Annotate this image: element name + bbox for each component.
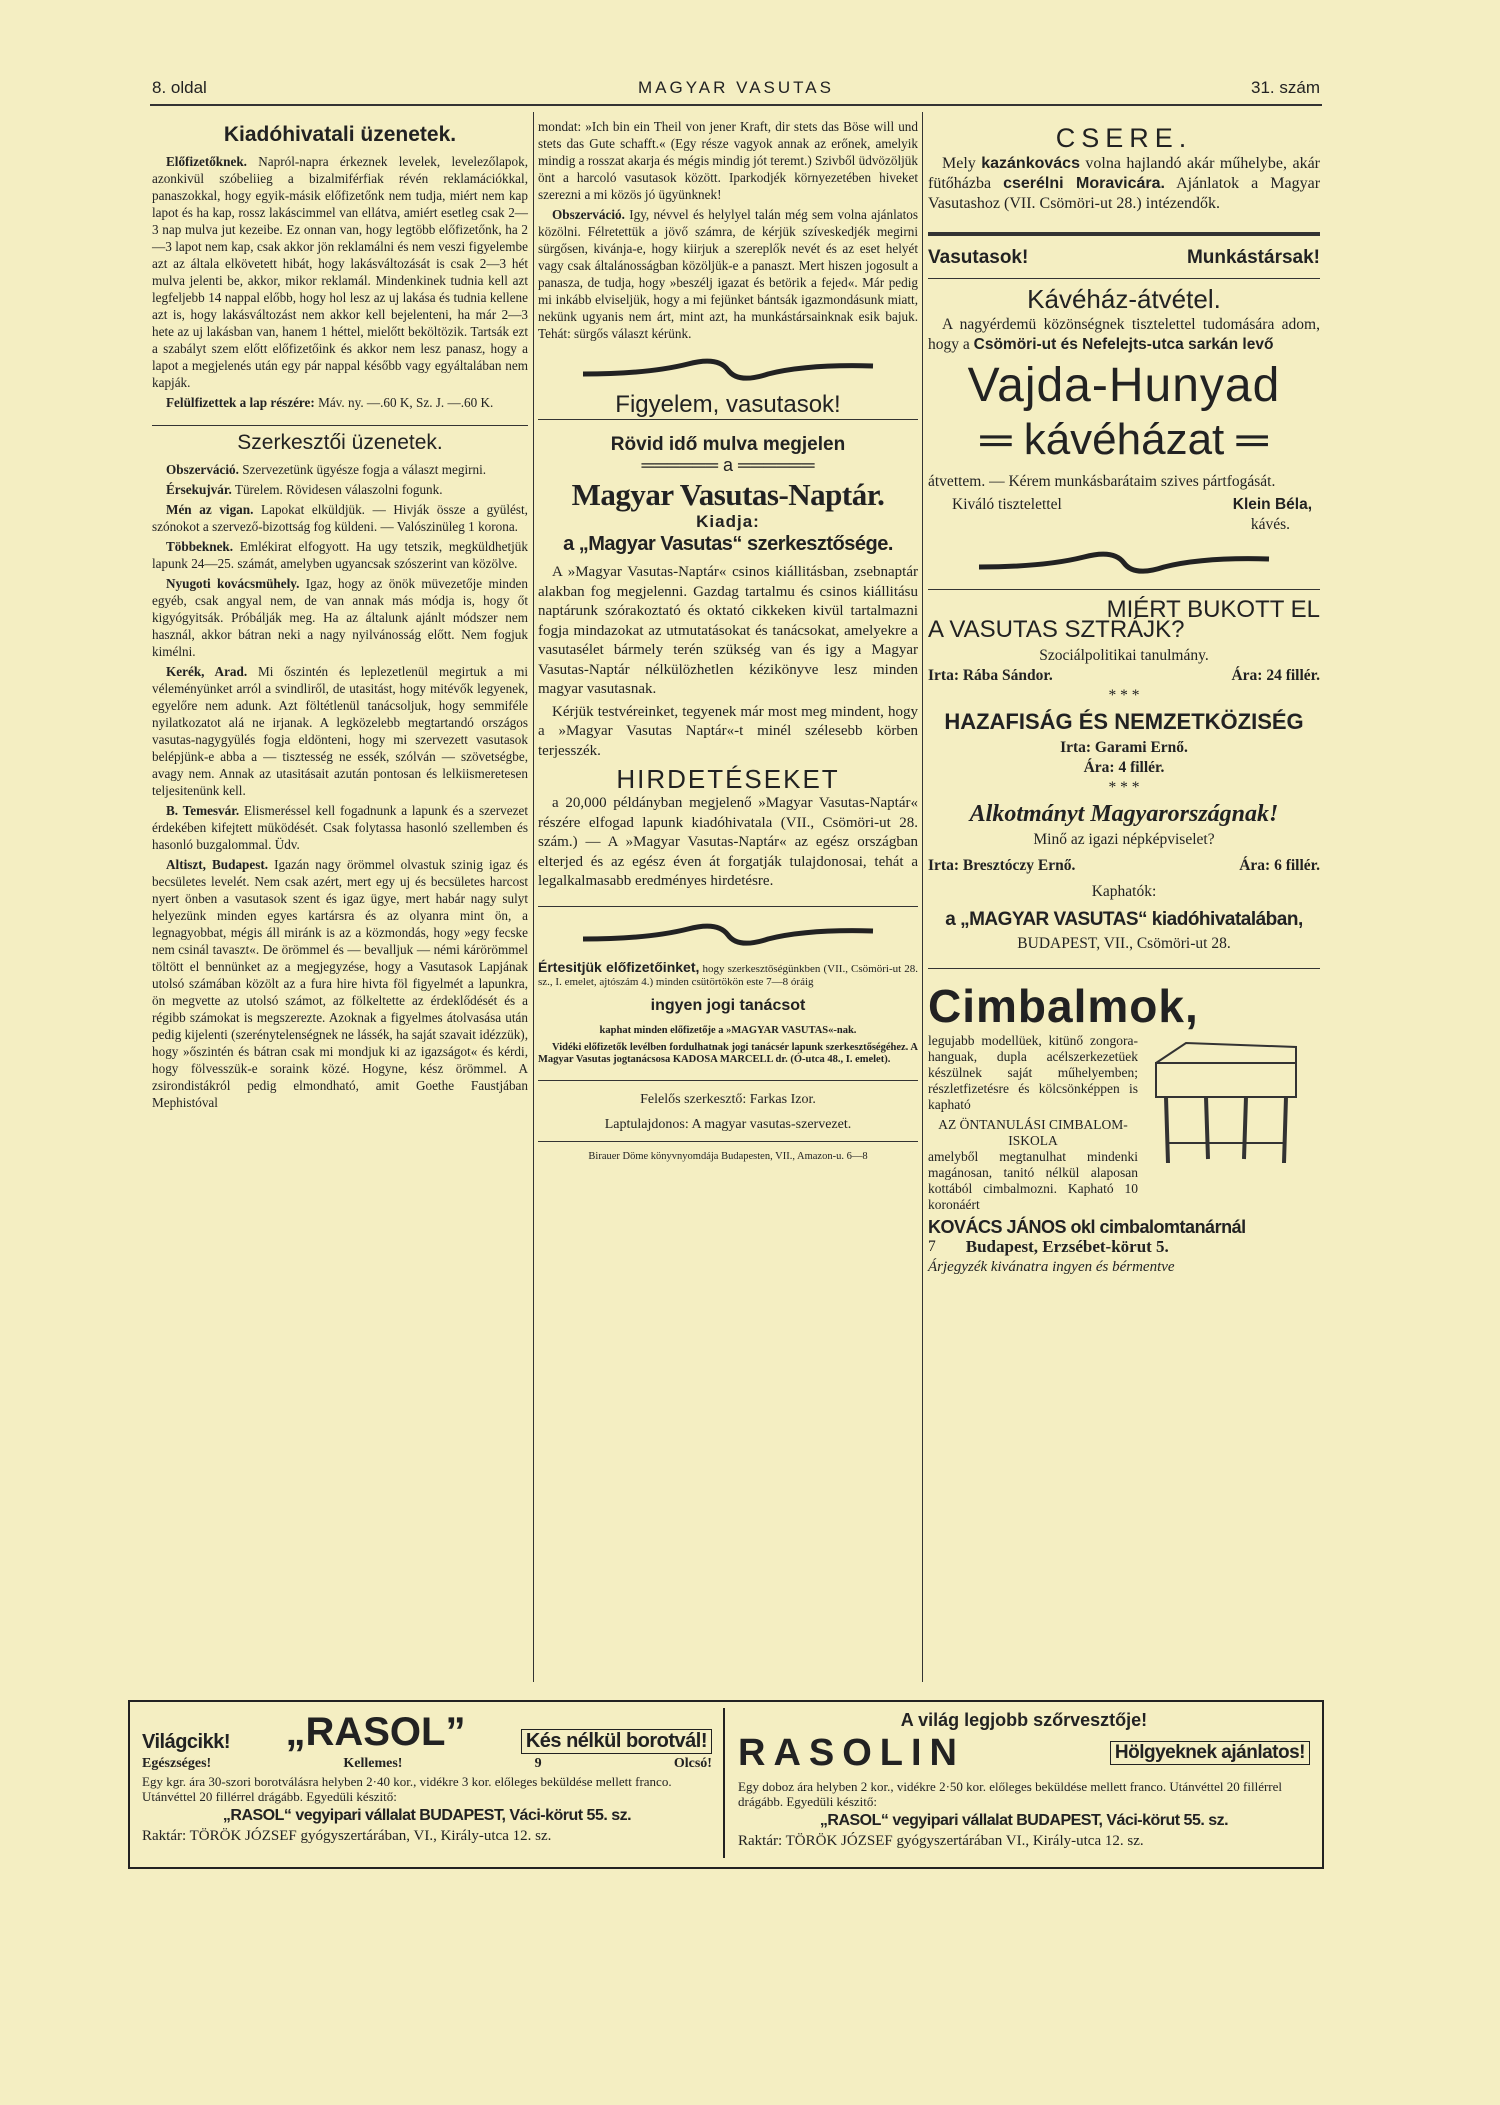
kave-bold: Csömöri-ut és Nefelejts-utca sarkán levő <box>973 336 1274 353</box>
kiadja: Kiadja: <box>696 512 760 531</box>
figyelem-heading: Figyelem, vasutasok! <box>615 391 841 418</box>
hirdetes-text: a 20,000 példányban megjelenő »Magyar Vasutas-Naptár« részére elfogad lapunk kiadóhivatala (VII., Csömöri-ut 28. szám.) — A »Magyar Vasutas-Naptár« az egész országban elterjed és az egész éven át forgatják tulajdonosai, tehát a legalkalmasabb eredményes hirdetésre. <box>538 795 918 889</box>
newspaper-title: MAGYAR VASUTAS <box>638 78 834 97</box>
number-nine: 9 <box>534 1756 542 1771</box>
ornament-swash-3-icon <box>974 545 1274 579</box>
cimbalom-block <box>928 1033 1320 1213</box>
section-rule-5 <box>538 1141 918 1142</box>
szerk-entry-label: Nyugoti kovácsmühely. <box>166 576 300 591</box>
csere-a: Mely <box>942 155 976 172</box>
column-divider-1 <box>533 112 534 1682</box>
header-rule <box>150 104 1322 106</box>
rasol-text: Egy kgr. ára 30-szori borotválásra helyben 2·40 kor., vidékre 3 kor. előleges beküldése mellett franco. Utánvéttel 20 fillérrel drágább. Egyedüli készitő: <box>142 1774 672 1804</box>
rasol-brand: „RASOL” <box>285 1710 466 1754</box>
rovid-ido: Rövid idő mulva megjelen <box>610 434 846 455</box>
hazafisag: HAZAFISÁG ÉS NEMZETKÖZISÉG <box>944 709 1304 734</box>
rasolin-ad <box>738 1710 1310 1850</box>
szerk-entries <box>152 461 528 1111</box>
onok-iskola: AZ ÖNTANULÁSI CIMBALOM-ISKOLA <box>938 1117 1128 1148</box>
kaphatok: Kaphatók: <box>1091 883 1157 900</box>
kiadohivatal: a „MAGYAR VASUTAS“ kiadóhivatalában, <box>945 909 1303 930</box>
section-rule-7 <box>928 278 1320 279</box>
bottom-ad-box <box>128 1700 1324 1869</box>
rasol-tagline <box>142 1756 712 1772</box>
ertesit-paragraph <box>538 958 918 989</box>
nyomda: Birauer Döme könyvnyomdája Budapesten, VII., Amazon-u. 6—8 <box>588 1150 868 1162</box>
felulfizetes-text: Máv. ny. —.60 K, Sz. J. —.60 K. <box>318 395 494 410</box>
rasol-raktar: Raktár: TÖRÖK JÓZSEF gyógyszertárában, VI., Király-utca 12. sz. <box>142 1828 552 1844</box>
section-rule-6 <box>928 232 1320 236</box>
felulfizetes-label: Felülfizettek a lap részére: <box>166 395 315 410</box>
szerk-entry-label: Kerék, Arad. <box>166 664 248 679</box>
videki-text: Vidéki előfizetők levélben fordulhatnak jogi tanácsér lapunk szerkesztőségéhez. A Magyar Vasutas jogtanácsosa KADOSA MARCELL dr. (Ó-utca 48., I. emelet). <box>538 1041 918 1065</box>
vajda-hunyad: Vajda-Hunyad <box>967 359 1281 412</box>
erzsebet-line <box>928 1237 1320 1257</box>
szerk-entry <box>152 538 528 572</box>
kave-paragraph <box>928 315 1320 355</box>
szerk-entry-label: Többeknek. <box>166 539 234 554</box>
ad-separator <box>723 1708 725 1858</box>
szerk-entry-text: Igazán nagy örömmel olvastuk szinig igaz és becsületes levelét. Nem csak azért, mert egy uj és becsületes harcost nyert önben a vasutasok szent és igaz ügye, mert habár nagy sulyt helyezünk minden egyes kartársra és az olyanra mint ön, a legnagyobbat, mégis áll miránk is az a közmondás, hogy »egy fecske nem csinál tavaszt«. De örömmel és — bevalljuk — némi kárörömmel töltött el bennünket az a megjegyzése, hogy a Vasutasok Lapjának utolsó számában közölt az a fura hire hivta föl figyelmét a lapunkra, ön megvette az utolsó számot, az fölkeltette az érdeklődését és a régibb számokat is megszerezte. Azoknak a figyelmes átolvasása után pedig kijelenti (szerénytelenségnek ne lássék, ha saját szavait idézzük), hogy »őszintén és bátran csak mi mondjuk ki az igazságot« és kérdi, hogy fölvesszük-e soraink közé. Hogyne, kész örömmel. A zsirondistákról pedig elmondható, amit Goethe Faustjában Mephistóval <box>152 857 528 1110</box>
kavehazat: kávéházat <box>1023 415 1225 464</box>
csere-heading: CSERE. <box>1055 123 1193 153</box>
kaves: kávés. <box>1250 516 1290 533</box>
jogi-title: ingyen jogi tanácsot <box>650 996 806 1014</box>
ara-24: Ára: 24 fillér. <box>1231 667 1320 684</box>
section-rule-2 <box>538 419 918 420</box>
kiado-label: Előfizetőknek. <box>166 154 247 169</box>
holgyeknek: Hölgyeknek ajánlatos! <box>1110 1741 1310 1765</box>
column-2 <box>538 118 918 1165</box>
szerk-entry-label: Obszerváció. <box>166 462 239 477</box>
szerk-entry-text: Türelem. Rövidesen válaszolni fogunk. <box>234 482 443 497</box>
alkotmany: Alkotmányt Magyarországnak! <box>969 801 1279 827</box>
egeszseges: Egészséges! <box>142 1756 212 1771</box>
rasol-header <box>142 1710 712 1754</box>
ertesit-title: Értesitjük előfizetőinket, <box>538 958 700 975</box>
szerk-entry <box>152 481 528 498</box>
ara-6: Ára: 6 fillér. <box>1239 857 1320 874</box>
section-rule-4 <box>538 1080 918 1081</box>
signature-line <box>928 495 1320 515</box>
kes-nelkul: Kés nélkül borotvál! <box>521 1729 712 1754</box>
vilagcikk: Világcikk! <box>142 1731 231 1753</box>
munkastarsak: Munkástársak! <box>1186 247 1320 268</box>
column-3 <box>928 118 1320 1277</box>
rasolin-header <box>738 1731 1310 1775</box>
obsz-text: Igy, névvel és helylyel talán még sem volna ajánlatos közölni. Félretettük a jövő számra, de kérjük szíveskedjék megirni sürgősen, kivánja-e, hogy kiirjuk a szereplők nevét és az eset helyét vagy csak általánosságban közöljük-e a panaszt. Mert hiszen jogosult a panasza, de tudja, hogy »beszélj igazat és betörik a fejed«. Már pedig mi inkább elviseljük, hogy a mi fejünket bántsák igazmondásunk miatt, nekünk ugyanis nem árt, mint azt, ha munkástársainknak esik bajuk. Tehát: sürgős választ kérünk. <box>538 207 918 341</box>
raba-line <box>928 666 1320 686</box>
vasutasok-line <box>928 248 1320 268</box>
rasolin-raktar: Raktár: TÖRÖK JÓZSEF gyógyszertárában VI., Király-utca 12. sz. <box>738 1833 1144 1849</box>
number-seven: 7 <box>928 1238 936 1255</box>
vasutasok: Vasutasok! <box>928 247 1029 268</box>
arjegyzek: Árjegyzék kivánatra ingyen és bérmentve <box>928 1259 1175 1275</box>
rasolin-maker: „RASOL“ vegyipari vállalat BUDAPEST, Váci-körut 55. sz. <box>819 1812 1229 1829</box>
szocialpolitikai: Szociálpolitikai tanulmány. <box>1039 647 1209 664</box>
tisztelettel: Kiváló tisztelettel <box>952 496 1062 513</box>
bresztoczy-line <box>928 856 1320 876</box>
rasolin-brand: RASOLIN <box>738 1732 965 1774</box>
obsz-label: Obszerváció. <box>552 207 625 222</box>
column-1 <box>152 118 528 1114</box>
miert-line-1: MIÉRT BUKOTT EL <box>1106 596 1320 623</box>
onok-text: amelyből megtanulhat mindenki magánosan, tanitó nélkül alaposan kottából cimbalmozni. Kapható 10 koronáért <box>928 1149 1138 1212</box>
kovacs-line <box>928 1217 1320 1237</box>
a-word: a <box>722 455 733 475</box>
klein-bela: Klein Béla, <box>1232 496 1312 513</box>
section-rule-9 <box>928 968 1320 969</box>
kavehaz-heading: Kávéház-átvétel. <box>1027 284 1221 314</box>
csere-c: Ajánlatok a Magyar Vasutashoz (VII. Csömöri-ut 28.) intézendők. <box>928 175 1321 212</box>
section-rule <box>152 425 528 426</box>
szerk-entry <box>152 575 528 660</box>
stars-2: * * * <box>1108 779 1140 796</box>
section-rule-3 <box>538 906 918 907</box>
erzsebet-korut: Budapest, Erzsébet-körut 5. <box>965 1237 1169 1256</box>
szerk-line: a „Magyar Vasutas“ szerkesztősége. <box>563 533 893 555</box>
cimbalmok: Cimbalmok, <box>928 980 1199 1032</box>
cimbalom-text <box>928 1033 1138 1213</box>
szerk-entry <box>152 501 528 535</box>
olcso: Olcsó! <box>673 1756 712 1771</box>
atvettem: átvettem. — Kérem munkásbarátaim szives pártfogását. <box>928 473 1276 490</box>
kovacs-janos: KOVÁCS JÁNOS okl cimbalomtanárnál <box>928 1217 1246 1237</box>
ornament-swash-icon <box>578 352 878 386</box>
cimb-text: legujabb modellüek, kitünő zongora-hanguak, dupla acélszerkezetüek készülnek saját műhelyemben; részletfizetésre és kölcsönképpen is kapható <box>928 1033 1138 1112</box>
section-rule-8 <box>928 589 1320 590</box>
szerk-entry-label: Altiszt, Budapest. <box>166 857 269 872</box>
kave-text: A nagyérdemü közönségnek tisztelettel tudomására adom, hogy a <box>928 316 1320 353</box>
szerk-entry-label: B. Temesvár. <box>166 803 240 818</box>
rasol-maker: „RASOL“ vegyipari vállalat BUDAPEST, Váci-körut 55. sz. <box>222 1807 632 1824</box>
csere-b: volna hajlandó akár műhelybe, akár fütőházba <box>928 155 1321 192</box>
felelos-szerkeszto: Felelős szerkesztő: Farkas Izor. <box>640 1091 816 1107</box>
szerk-entry-text: Igaz, hogy az önök müvezetője minden egyéb, csak angyal nem, de van annak más módja is, hogy őt kigyógyitsák. Próbálják meg. Ha az általunk ajánlt módszer nem használ, akkor bátran neki a nagy nyilvánosság előtt. Nem fogjuk kimélni. <box>152 576 528 659</box>
budapest-cim: BUDAPEST, VII., Csömöri-ut 28. <box>1017 935 1231 952</box>
szerk-entry <box>152 802 528 853</box>
vilag-legjobb: A világ legjobb szőrvesztője! <box>900 1710 1148 1730</box>
obszervacio-paragraph <box>538 206 918 342</box>
szerk-entry <box>152 461 528 478</box>
szerk-entry-text: Emlékirat elfogyott. Ha ugy tetszik, megküldhetjük lapunk 24—25. számát, amelyben ugyancsak szószerint van közölve. <box>152 539 528 571</box>
irta-bresztoczy: Irta: Bresztóczy Ernő. <box>928 857 1076 874</box>
szerk-entry-text: Szervezetünk ügyésze fogja a választ megirni. <box>242 462 487 477</box>
ara-4: Ára: 4 fillér. <box>1083 759 1165 776</box>
naptar-text-2: Kérjük testvéreinket, tegyenek már most meg mindent, hogy a »Magyar Vasutas Naptár«-t minél szélesebb körben terjesszék. <box>538 703 918 759</box>
kiado-heading: Kiadóhivatali üzenetek. <box>223 123 457 146</box>
felulfizetes-paragraph <box>152 394 528 411</box>
stars-1: * * * <box>1108 687 1140 704</box>
naptar-text: A »Magyar Vasutas-Naptár« csinos kiállitásban, zsebnaptár alakban fog megjelenni. Gazdag tartalmu és csinos kiállitásu naptárunk szórakoztató és oktató cikkeken kivül tartalmazni fogja mindazokat az utmutatásokat és tanácsokat, amelyekre a vasutasélet bármely terén szükség van és igy a Magyar Vasutas-Naptár nélkülözhetlen kézikönyve lesz minden magyar vasutasnak. <box>538 564 918 697</box>
irta-garami: Irta: Garami Ernő. <box>1060 739 1188 756</box>
a-word-line: ══════ a ══════ <box>641 455 815 475</box>
csere-paragraph <box>928 154 1320 214</box>
ertesit-text: hogy szerkesztőségünkben (VII., Csömöri-ut 28. sz., I. emelet, ajtószám 4.) minden csütörtökön este 7—8 óráig <box>538 962 918 988</box>
kavehazat-line: ═ kávéházat ═ <box>980 415 1268 464</box>
irta-raba: Irta: Rába Sándor. <box>928 667 1053 684</box>
cimbalom-icon <box>1146 1033 1306 1173</box>
szerk-entry-text: Elismeréssel kell fogadnunk a lapunk és a szervezet érdekében kifejtett müködését. Csak folytassa hasonló szellemben és hasonló buzgalommal. Üdv. <box>152 803 528 852</box>
rasol-ad <box>142 1710 712 1845</box>
szerk-entry-label: Érsekujvár. <box>166 482 232 497</box>
szerk-entry-label: Mén az vigan. <box>166 502 254 517</box>
page-number: 8. oldal <box>152 78 207 97</box>
csere-bold: kazánkovács <box>981 155 1080 172</box>
miert-line-2: A VASUTAS SZTRÁJK? <box>928 616 1185 643</box>
szerk-heading: Szerkesztői üzenetek. <box>237 431 443 454</box>
naptar-title: Magyar Vasutas-Naptár. <box>571 477 885 512</box>
kiado-paragraph <box>152 153 528 391</box>
issue-number: 31. szám <box>1251 78 1320 97</box>
jogi-text: kaphat minden előfizetője a »MAGYAR VASUTAS«-nak. <box>599 1024 857 1036</box>
laptulajdonos: Laptulajdonos: A magyar vasutas-szervezet. <box>604 1116 852 1132</box>
hirdetes-heading: HIRDETÉSEKET <box>616 764 840 794</box>
csere-bold-2: cserélni Moravicára. <box>1003 175 1165 192</box>
kiado-text: Napról-napra érkeznek levelek, levelezőlapok, azonkivül szóbeliieg a bizalmiférfiak révén reklamációkkal, panaszokkal, hogy egyik-másik előfizetőnk nem tudja, miért nem kap lapot és ha kap, rossz lakáscimmel van ellátva, amiért esetleg csak 2—3 nap mulva jut kezeibe. Ez onnan van, hogy legtöbb előfizetőnk, ha 2—3 lapot nem kap, csak akkor jön reklamálni és nem veszi figyelembe azt az általa elkövetett hibát, hogy lakásváltozását is csak 2—3 hét mulva jelenti be, akkor, mikor reklamál. Mindenkinek tudnia kell azt legfeljebb 14 nappal előbb, hogy hol lesz az uj lakása és tudnia kellene azt is, hogy lakásváltozást nem akkor kell bejelenteni, ha már 2—3 hete az uj lakásban van, hanem 1 héttel, mielőtt beköltözik. Tartsák ezt a szabályt szem előtt előfizetőink és akkor nem lesz panasz, hogy a lapot a megjelenés után egy pár nappal később vagy egyáltalában nem kapják. <box>152 154 528 390</box>
szerk-entry <box>152 856 528 1111</box>
rasolin-text: Egy doboz ára helyben 2 kor., vidékre 2·50 kor. előleges beküldése mellett franco. Utánvéttel 20 fillérrel drágább. Egyedüli készitő: <box>738 1779 1283 1809</box>
ornament-swash-2-icon <box>578 917 878 951</box>
continued-text: mondat: »Ich bin ein Theil von jener Kraft, dir stets das Böse will und stets das Gute schafft.« (Egy része vagyok annak az erőnek, amelyik mindig a rosszat akarja és mégis mindig jót teremt.) Szivből üdvözöljük önt a harcoló vasutasok között. Iparkodjék környezetében hiveket szerezni a mi közös jó ügyünknek! <box>538 119 918 202</box>
szerk-entry-text: Lapokat elküldjük. — Hivják össze a gyülést, szónokot a szervező-bizottság fog küldeni. — Valószinüleg 1 korona. <box>152 502 528 534</box>
szerk-entry <box>152 663 528 799</box>
mino: Minő az igazi népképviselet? <box>1033 831 1215 848</box>
kellemes: Kellemes! <box>343 1756 403 1771</box>
szerk-entry-text: Mi őszintén és leplezetlenül megirtuk a mi véleményünket arról a svindliről, de utasitást, hogy mitévők legyenek, egyelőre nem adunk. Azt föltétlenül tanácsoljuk, hogy semmiféle nyilatkozatot alá ne irjanak. A legközelebb megtartandó országos vasutas-nagygyülés fogja eldönteni, hogy mi szervezett vasutasok belépjünk-e abba a — tisztesség ne essék, szólván — szövetségbe, avagy nem. Annak az utasitásait azután pontosan és lelkiismeretesen teljesitenünk kell. <box>152 664 529 798</box>
column-divider-2 <box>922 112 923 1682</box>
